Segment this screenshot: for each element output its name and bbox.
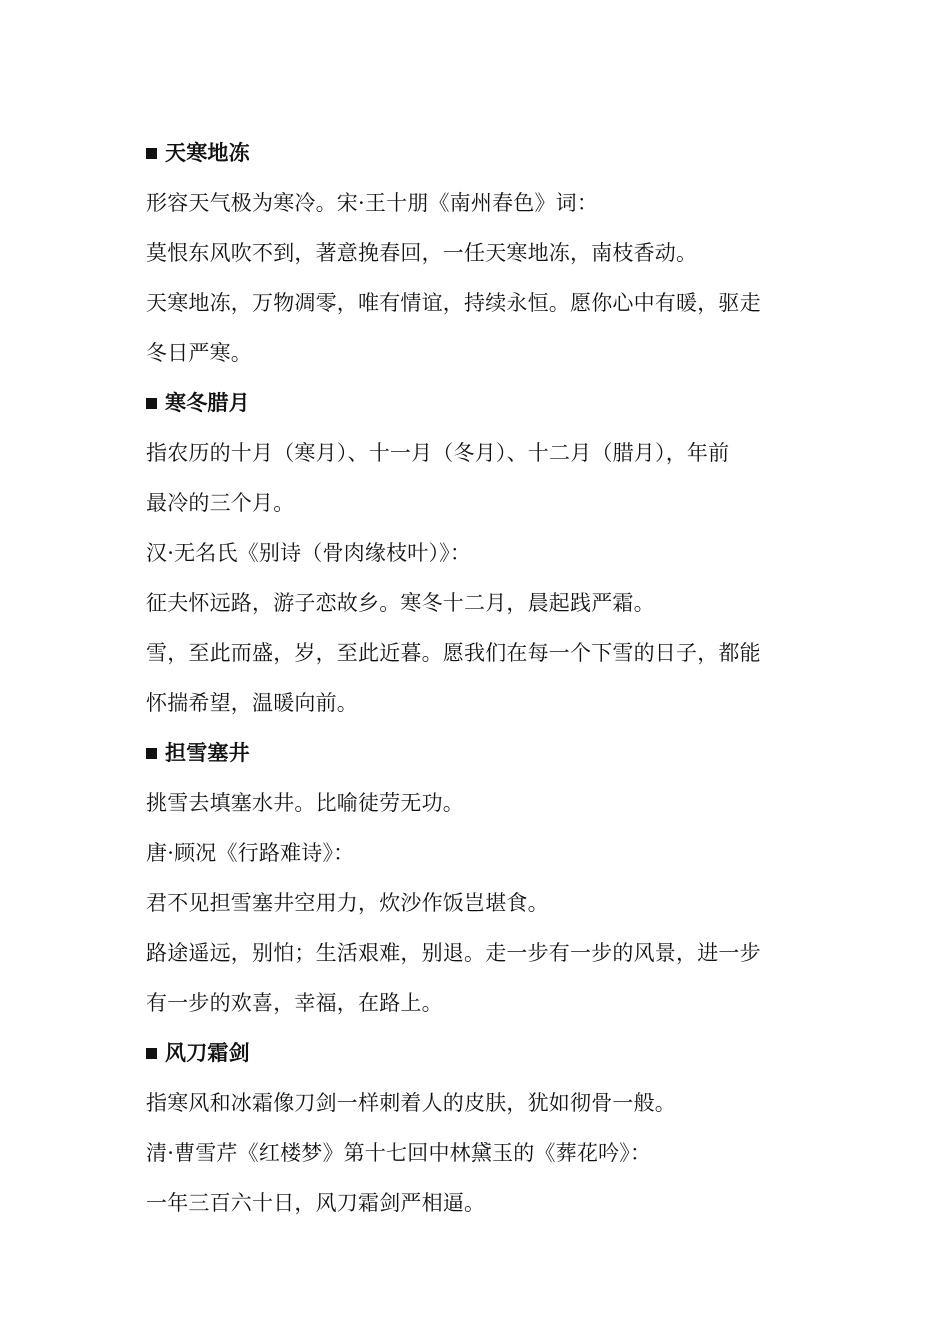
paragraph-line: 清·曹雪芹《红楼梦》第十七回中林黛玉的《葬花吟》：: [146, 1141, 652, 1165]
section-heading: [146, 1028, 811, 1078]
paragraph-line: 君不见担雪塞井空用力，炊沙作饭岂堪食。: [146, 891, 549, 915]
paragraph-line: 怀揣希望，温暖向前。: [146, 691, 358, 715]
section-heading: [146, 378, 811, 428]
square-bullet-icon: [146, 398, 157, 409]
heading-text: 天寒地冻: [165, 141, 250, 165]
paragraph-line: 天寒地冻，万物凋零，唯有情谊，持续永恒。愿你心中有暖，驱走: [146, 291, 761, 315]
paragraph-line: 指寒风和冰霜像刀剑一样刺着人的皮肤，犹如彻骨一般。: [146, 1091, 676, 1115]
section-heading: [146, 128, 811, 178]
paragraph-line: 唐·顾况《行路难诗》：: [146, 841, 355, 865]
paragraph-line: 莫恨东风吹不到，著意挽春回，一任天寒地冻，南枝香动。: [146, 241, 698, 265]
paragraph-line: 有一步的欢喜，幸福，在路上。: [146, 991, 443, 1015]
paragraph-line: 路途遥远，别怕；生活艰难，别退。走一步有一步的风景，进一步: [146, 941, 761, 965]
paragraph-line: 汉·无名氏《别诗（骨肉缘枝叶）》：: [146, 541, 472, 565]
document-body: [146, 128, 811, 1228]
heading-text: 担雪塞井: [165, 741, 250, 765]
paragraph-line: 一年三百六十日，风刀霜剑严相逼。: [146, 1191, 486, 1215]
square-bullet-icon: [146, 148, 157, 159]
section-heading: [146, 728, 811, 778]
paragraph-line: 形容天气极为寒冷。宋·王十朋《南州春色》词：: [146, 191, 599, 215]
square-bullet-icon: [146, 1048, 157, 1059]
paragraph-line: 最冷的三个月。: [146, 491, 295, 515]
paragraph-line: 指农历的十月（寒月）、十一月（冬月）、十二月（腊月），年前: [146, 441, 730, 465]
heading-text: 寒冬腊月: [165, 391, 250, 415]
paragraph-line: 征夫怀远路，游子恋故乡。寒冬十二月，晨起践严霜。: [146, 591, 655, 615]
square-bullet-icon: [146, 748, 157, 759]
paragraph-line: 挑雪去填塞水井。比喻徒劳无功。: [146, 791, 464, 815]
paragraph-line: 冬日严寒。: [146, 341, 252, 365]
paragraph-line: 雪，至此而盛，岁，至此近暮。愿我们在每一个下雪的日子，都能: [146, 641, 761, 665]
heading-text: 风刀霜剑: [165, 1041, 250, 1065]
